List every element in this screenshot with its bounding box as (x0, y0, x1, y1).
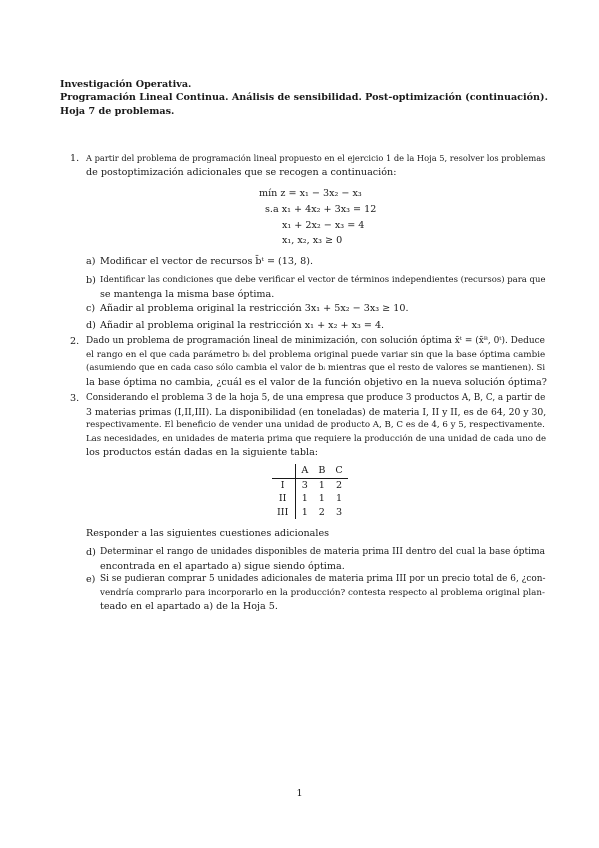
document-header (60, 78, 560, 118)
row-header-cell: II (272, 492, 296, 506)
constraint-1: s.a x₁ + 4x₂ + 3x₃ = 12 (265, 204, 377, 215)
item-label: b) (86, 275, 96, 286)
problem-text-line: los productos están dadas en la siguiente tabla: (86, 447, 319, 459)
objective-function: mín z = x₁ − 3x₂ − x₃ (259, 188, 362, 199)
item-text-line: Determinar el rango de unidades disponibles de materia prima III dentro del cual la base óptima (100, 547, 545, 557)
table-cell: 3 (301, 479, 308, 491)
item-text-line: vendría comprarlo para incorporarlo en la producción? contesta respecto al problema original plan- (100, 587, 545, 598)
table-cell: 2 (335, 479, 343, 491)
page-number: 1 (296, 788, 303, 799)
table-cell: 1 (335, 493, 343, 505)
item-text (100, 274, 548, 301)
row-header-cell: III (272, 506, 296, 520)
item-text: Añadir al problema original la restricción x₁ + x₂ + x₃ = 4. (100, 320, 385, 331)
item-label: d) (86, 547, 96, 558)
problem-text-line: Dado un problema de programación lineal de minimización, con solución óptima x̄ᵗ = (x̄ᴮ, 0ᵗ). Deduce (86, 336, 545, 346)
problem-number: 2. (70, 336, 80, 347)
problem-1 (70, 152, 548, 179)
row-header-cell: I (272, 478, 296, 492)
problem-2 (70, 335, 548, 389)
course-title: Investigación Operativa. (60, 79, 192, 90)
sheet-title: Hoja 7 de problemas. (60, 105, 175, 117)
item-text-line: Si se pudieran comprar 5 unidades adicionales de materia prima III por un precio total de 6, ¿con- (100, 574, 546, 584)
problem-text-line: 3 materias primas (I,II,III). La disponibilidad (en toneladas) de materia I, II y II, es de 64, 20 y 30, (86, 406, 547, 418)
item-label: a) (86, 256, 96, 267)
item-text-line: encontrada en el apartado a) sigue siendo óptima. (100, 560, 345, 572)
table-row (272, 478, 348, 492)
item-label: c) (86, 303, 96, 314)
materials-table (272, 464, 348, 519)
problem-3 (70, 392, 548, 460)
table-header-cell: B (313, 464, 330, 478)
table-cell: 1 (318, 493, 325, 505)
problem-text-line: respectivamente. El beneficio de vender una unidad de producto A, B, C es de 4, 6 y 5, respectivamente. (86, 420, 545, 431)
table-cell: 2 (318, 506, 325, 518)
item-text: Modificar el vector de recursos b̄ᵗ = (13, 8). (100, 256, 314, 267)
problem-text-line: el rango en el que cada parámetro bᵢ del problema original puede variar sin que la base óptima cambie (86, 349, 546, 360)
table-cell: 1 (318, 479, 325, 491)
item-label: d) (86, 320, 96, 331)
item-text-line: Identificar las condiciones que debe verificar el vector de términos independientes (recursos) para que (100, 275, 546, 285)
problem-text-line: de postoptimización adicionales que se recogen a continuación: (86, 166, 397, 178)
table-header-cell: A (296, 464, 313, 478)
item-text: Añadir al problema original la restricción 3x₁ + 5x₂ − 3x₃ ≥ 10. (100, 303, 409, 314)
topic-title: Programación Lineal Continua. Análisis de sensibilidad. Post-optimización (continuación). (60, 92, 548, 104)
table-cell: 1 (301, 506, 308, 518)
table-header-cell (272, 464, 296, 478)
item-text-line: se mantenga la misma base óptima. (100, 288, 275, 300)
problem-number: 3. (70, 393, 80, 404)
nonnegativity-constraint: x₁, x₂, x₃ ≥ 0 (282, 235, 343, 246)
table-header-cell: C (330, 464, 347, 478)
table-cell: 3 (335, 506, 343, 518)
table-row (272, 506, 348, 520)
problem-text-line: Considerando el problema 3 de la hoja 5, de una empresa que produce 3 productos A, B, C, a partir de (86, 393, 546, 403)
problem-text-line: (asumiendo que en cada caso sólo cambia el valor de bᵢ mientras que el resto de valores se mantienen). Si (86, 363, 546, 374)
table-header-row (272, 464, 348, 478)
item-text-line: teado en el apartado a) de la Hoja 5. (100, 601, 278, 613)
problem-number: 1. (70, 153, 80, 164)
problem-text-line: A partir del problema de programación lineal propuesto en el ejercicio 1 de la Hoja 5, resolver los problemas (86, 153, 546, 163)
constraint-2: x₁ + 2x₂ − x₃ = 4 (282, 220, 365, 231)
item-text (100, 573, 548, 614)
problem-text-line: la base óptima no cambia, ¿cuál es el valor de la función objetivo en la nueva solución óptima? (86, 376, 547, 388)
instructions-text: Responder a las siguientes cuestiones adicionales (86, 528, 330, 539)
item-label: e) (86, 574, 96, 585)
table-row (272, 492, 348, 506)
item-text (100, 546, 548, 573)
table-cell: 1 (301, 493, 308, 505)
problem-text-line: Las necesidades, en unidades de materia prima que requiere la producción de una unidad de cada uno de (86, 433, 547, 444)
